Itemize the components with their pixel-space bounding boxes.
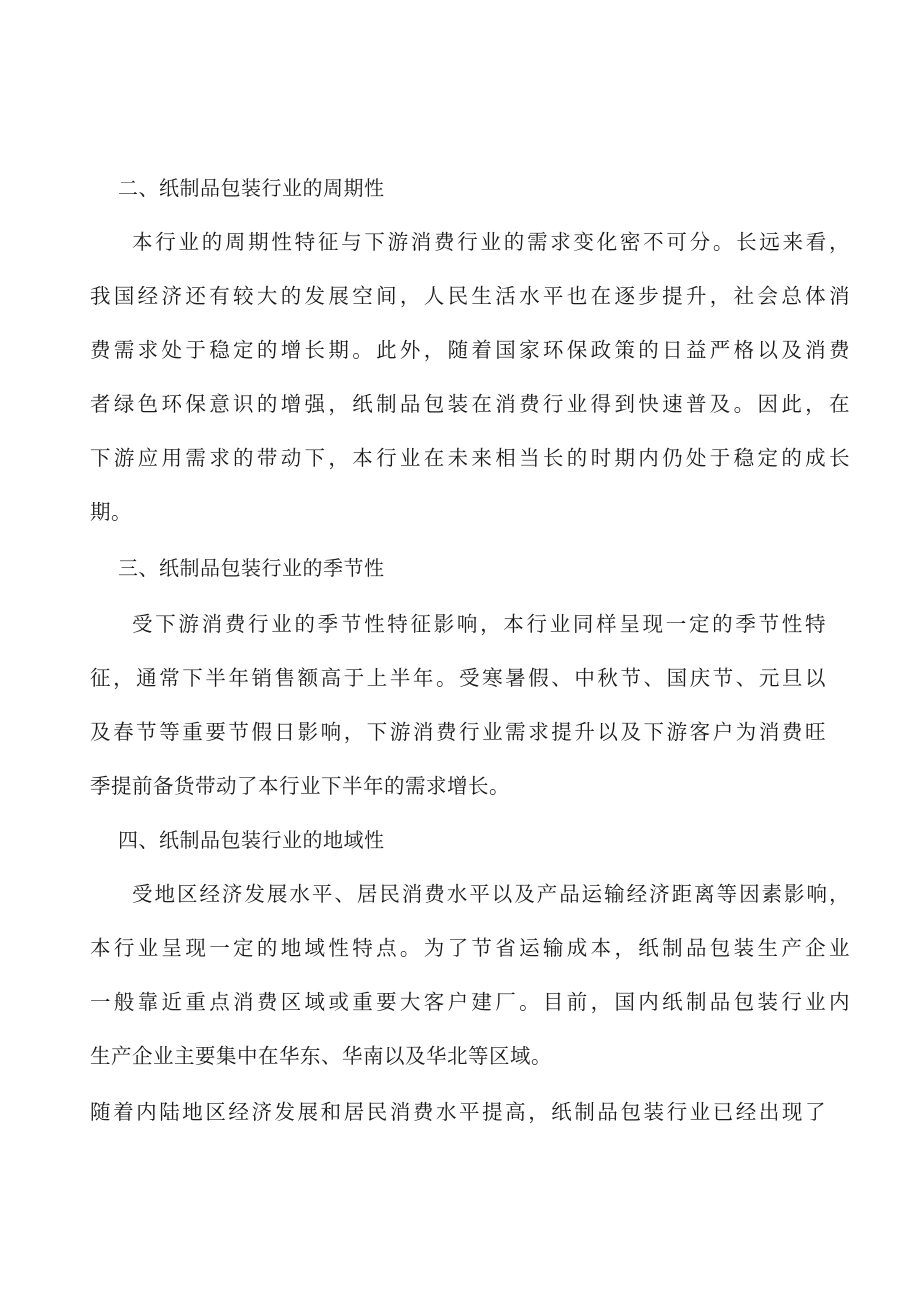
paragraph-line: 及春节等重要节假日影响，下游消费行业需求提升以及下游客户为消费旺 (90, 720, 826, 744)
paragraph-line: 季提前备货带动了本行业下半年的需求增长。 (90, 774, 510, 798)
paragraph-line: 生产企业主要集中在华东、华南以及华北等区域。 (90, 1044, 552, 1068)
paragraph-line: 期。 (90, 500, 132, 524)
paragraph-line: 征，通常下半年销售额高于上半年。受寒暑假、中秋节、国庆节、元旦以 (90, 666, 826, 690)
paragraph-line: 受地区经济发展水平、居民消费水平以及产品运输经济距离等因素影响， (132, 882, 850, 906)
section-heading: 二、纸制品包装行业的周期性 (118, 176, 385, 200)
section-heading: 三、纸制品包装行业的季节性 (118, 556, 385, 580)
paragraph-line: 受下游消费行业的季节性特征影响，本行业同样呈现一定的季节性特 (132, 612, 826, 636)
paragraph-line: 者绿色环保意识的增强，纸制品包装在消费行业得到快速普及。因此，在 (90, 392, 850, 416)
paragraph-line: 一般靠近重点消费区域或重要大客户建厂。目前，国内纸制品包装行业内 (90, 990, 850, 1014)
paragraph-line: 下游应用需求的带动下，本行业在未来相当长的时期内仍处于稳定的成长 (90, 446, 850, 470)
paragraph-line: 本行业呈现一定的地域性特点。为了节省运输成本，纸制品包装生产企业 (90, 936, 850, 960)
section-heading: 四、纸制品包装行业的地域性 (118, 828, 385, 852)
paragraph-line: 本行业的周期性特征与下游消费行业的需求变化密不可分。长远来看， (132, 230, 850, 254)
paragraph-line: 我国经济还有较大的发展空间，人民生活水平也在逐步提升，社会总体消 (90, 284, 850, 308)
paragraph-line: 费需求处于稳定的增长期。此外，随着国家环保政策的日益严格以及消费 (90, 338, 850, 362)
paragraph-line: 随着内陆地区经济发展和居民消费水平提高，纸制品包装行业已经出现了 (90, 1100, 826, 1124)
